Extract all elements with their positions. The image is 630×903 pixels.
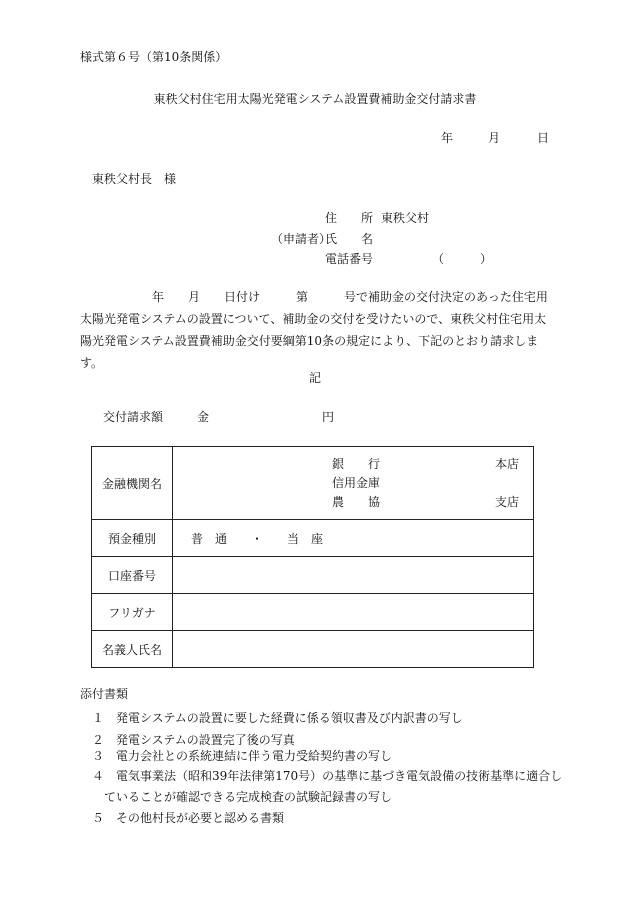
document-title: 東秩父村住宅用太陽光発電システム設置費補助金交付請求書 — [153, 92, 477, 106]
request-paragraph-text: 年 月 日付け 第 号で補助金の交付決定のあった住宅用太陽光発電システムの設置について、補助金の交付を受けたいので、東秩父村住宅用太陽光発電システム設置費補助金交付要綱第10条の規定により、下記のとおり請求します。 — [80, 290, 548, 370]
branch-label: 支店 — [495, 495, 520, 509]
list-item: １ 発電システムの設置に要した経費に係る領収書及び内訳書の写し — [92, 711, 463, 725]
table-row — [92, 557, 534, 594]
date-year: 年 — [441, 131, 454, 145]
table-row — [92, 631, 534, 668]
list-item: ２ 発電システムの設置完了後の写真 — [92, 733, 295, 747]
account-number-value — [173, 557, 534, 594]
applicant-role: （申請者） — [271, 232, 332, 246]
date-month: 月 — [488, 131, 501, 145]
furigana-label: フリガナ — [92, 594, 173, 631]
list-item: ３ 電力会社との系統連結に伴う電力受給契約書の写し — [92, 749, 393, 763]
account-number-label: 口座番号 — [92, 557, 173, 594]
list-item: ていることが確認できる完成検査の試験記録書の写し — [104, 790, 393, 804]
holder-name-label: 名義人氏名 — [92, 631, 173, 668]
shinkin-option: 信用金庫 — [332, 476, 381, 490]
phone-paren: （ ） — [432, 252, 493, 266]
amount-label: 交付請求額 — [103, 410, 164, 424]
amount-prefix: 金 — [197, 410, 210, 424]
address-label: 住 所 — [325, 211, 374, 225]
form-number: 様式第６号（第10条関係） — [80, 50, 228, 64]
institution-value — [173, 447, 534, 520]
table-row — [92, 594, 534, 631]
phone-label: 電話番号 — [325, 252, 374, 266]
ki-marker: 記 — [308, 371, 321, 385]
list-item: ４ 電気事業法（昭和39年法律第170号）の基準に基づき電気設備の技術基準に適合し — [92, 769, 563, 783]
list-item: ５ その他村長が必要と認める書類 — [92, 811, 285, 825]
table-row — [92, 447, 534, 520]
nokyo-option: 農 協 — [332, 495, 381, 509]
request-paragraph — [80, 286, 555, 374]
head-office-label: 本店 — [495, 457, 520, 471]
table-row — [92, 520, 534, 557]
furigana-value — [173, 594, 534, 631]
bank-option: 銀 行 — [332, 457, 381, 471]
name-label: 氏 名 — [325, 232, 374, 246]
amount-unit: 円 — [322, 410, 335, 424]
holder-name-value — [173, 631, 534, 668]
attachments-heading: 添付書類 — [80, 687, 129, 701]
date-day: 日 — [537, 131, 550, 145]
institution-label: 金融機関名 — [92, 447, 173, 520]
deposit-type-value: 普 通 ・ 当 座 — [173, 520, 534, 557]
deposit-type-label: 預金種別 — [92, 520, 173, 557]
address-value: 東秩父村 — [381, 211, 430, 225]
bank-table — [91, 446, 534, 668]
addressee: 東秩父村長 様 — [92, 172, 177, 186]
